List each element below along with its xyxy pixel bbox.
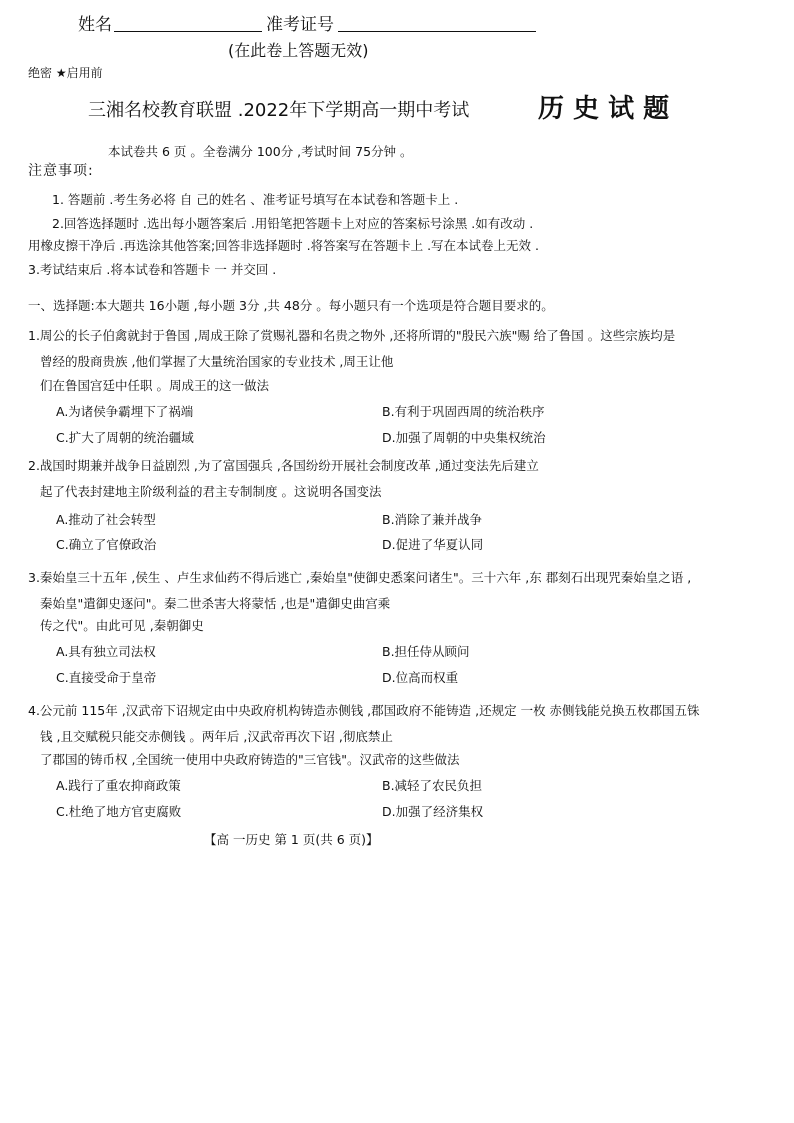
question-3-line-3: 传之代"。由此可见 ,秦朝御史 [40, 618, 204, 633]
question-2-line-2: 起了代表封建地主阶级利益的君主专制制度 。这说明各国变法 [40, 484, 382, 499]
question-1-line-3: 们在鲁国宫廷中任职 。周成王的这一做法 [40, 378, 269, 393]
notes-heading: 注意事项: [28, 163, 94, 179]
question-4-option-d[interactable]: D.加强了经济集权 [382, 804, 484, 819]
question-1-line-1: 1.周公的长子伯禽就封于鲁国 ,周成王除了赏赐礼器和名贵之物外 ,还将所谓的"殷民六族"赐 给了鲁国 。这些宗族均是 [28, 328, 676, 343]
question-3-option-a[interactable]: A.具有独立司法权 [56, 644, 156, 659]
question-3-option-d[interactable]: D.位高而权重 [382, 670, 459, 685]
question-2-option-a[interactable]: A.推动了社会转型 [56, 512, 156, 527]
secret-mark: 绝密 ★启用前 [28, 66, 103, 80]
question-4-line-3: 了郡国的铸币权 ,全国统一使用中央政府铸造的"三官钱"。汉武帝的这些做法 [40, 752, 460, 767]
question-3-option-b[interactable]: B.担任侍从顾问 [382, 644, 470, 659]
question-4-option-a[interactable]: A.践行了重农抑商政策 [56, 778, 181, 793]
question-1-option-b[interactable]: B.有利于巩固西周的统治秩序 [382, 404, 545, 419]
invalid-note: (在此卷上答题无效) [228, 41, 369, 60]
question-1-option-d[interactable]: D.加强了周朝的中央集权统治 [382, 430, 546, 445]
intro-text: 本试卷共 6 页 。全卷满分 100分 ,考试时间 75分钟 。 [108, 144, 413, 159]
question-4-line-2: 钱 ,且交赋税只能交赤侧钱 。两年后 ,汉武帝再次下诏 ,彻底禁止 [40, 729, 393, 744]
note-3: 3.考试结束后 .将本试卷和答题卡 一 并交回 . [28, 262, 277, 277]
question-3-line-2: 秦始皇"遣御史逐问"。秦二世杀害大将蒙恬 ,也是"遣御史曲宫乘 [40, 596, 391, 611]
section-heading: 一、选择题:本大题共 16小题 ,每小题 3分 ,共 48分 。每小题只有一个选项是符合题目要求的。 [28, 298, 554, 313]
question-2-option-c[interactable]: C.确立了官僚政治 [56, 537, 157, 552]
subject-title: 历 史 试 题 [538, 94, 670, 124]
name-field[interactable] [114, 11, 262, 32]
exam-no-label: 准考证号 [266, 15, 334, 35]
exam-title: 三湘名校教育联盟 .2022年下学期高一期中考试 [88, 100, 470, 121]
note-2a: 2.回答选择题时 .选出每小题答案后 .用铅笔把答题卡上对应的答案标号涂黑 .如有改动 . [52, 216, 534, 231]
question-3-option-c[interactable]: C.直接受命于皇帝 [56, 670, 157, 685]
question-3-line-1: 3.秦始皇三十五年 ,侯生 、卢生求仙药不得后逃亡 ,秦始皇"使御史悉案问诸生"。三十六年 ,东 郡刻石出现咒秦始皇之语 , [28, 570, 692, 585]
page-footer: 【高 一历史 第 1 页(共 6 页)】 [204, 832, 379, 847]
name-label: 姓名 [78, 15, 112, 35]
question-1-option-c[interactable]: C.扩大了周朝的统治疆域 [56, 430, 194, 445]
exam-no-field[interactable] [338, 11, 536, 32]
note-1: 1. 答题前 .考生务必将 自 己的姓名 、准考证号填写在本试卷和答题卡上 . [52, 192, 459, 207]
question-2-line-1: 2.战国时期兼并战争日益剧烈 ,为了富国强兵 ,各国纷纷开展社会制度改革 ,通过变法先后建立 [28, 458, 539, 473]
question-2-option-b[interactable]: B.消除了兼并战争 [382, 512, 483, 527]
question-1-line-2: 曾经的殷商贵族 ,他们掌握了大量统治国家的专业技术 ,周王让他 [40, 354, 394, 369]
question-4-option-b[interactable]: B.减轻了农民负担 [382, 778, 483, 793]
question-1-option-a[interactable]: A.为诸侯争霸埋下了祸端 [56, 404, 194, 419]
question-4-option-c[interactable]: C.杜绝了地方官吏腐败 [56, 804, 182, 819]
question-2-option-d[interactable]: D.促进了华夏认同 [382, 537, 484, 552]
note-2b: 用橡皮擦干净后 .再选涂其他答案;回答非选择题时 .将答案写在答题卡上 .写在本试卷上无效 . [28, 238, 540, 253]
question-4-line-1: 4.公元前 115年 ,汉武帝下诏规定由中央政府机构铸造赤侧钱 ,郡国政府不能铸造 ,还规定 一枚 赤侧钱能兑换五枚郡国五铢 [28, 703, 700, 718]
